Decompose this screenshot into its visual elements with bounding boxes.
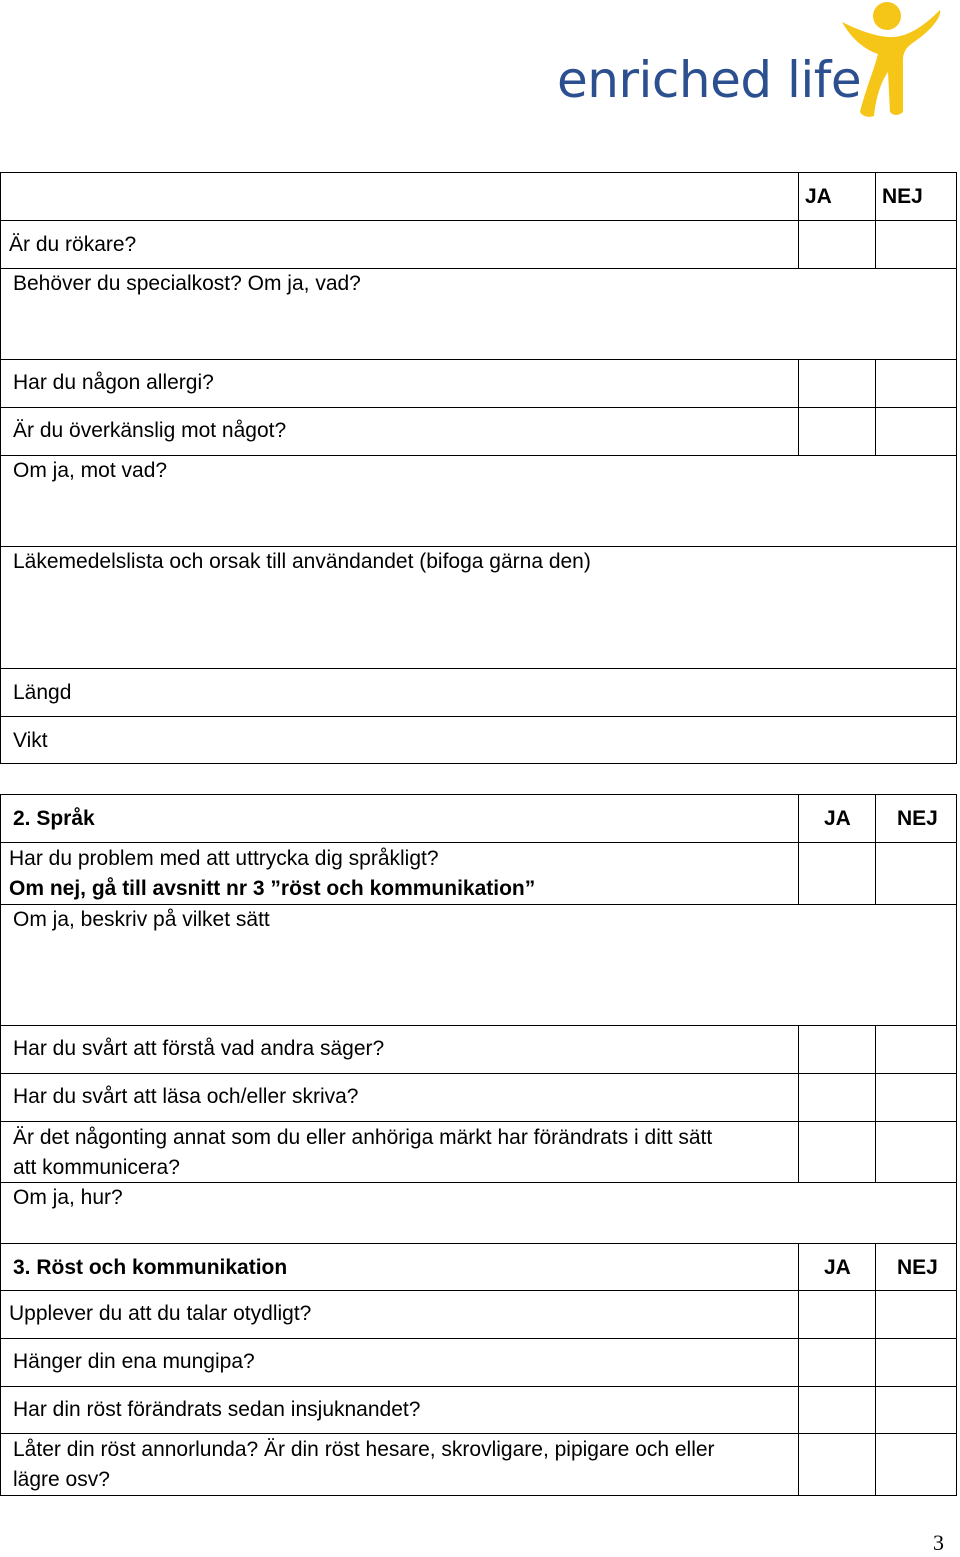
understand-no-box[interactable]: [875, 1026, 956, 1073]
if-yes-what-row: [1, 455, 956, 546]
hypersensitive-no-box[interactable]: [875, 408, 956, 455]
understand-row: [1, 1025, 956, 1073]
special-diet-row: [1, 268, 956, 359]
express-problem-yes-box[interactable]: [798, 843, 875, 904]
changed-communication-yes-box[interactable]: [798, 1122, 875, 1182]
mouth-corner-question: Hänger din ena mungipa?: [13, 1350, 255, 1373]
smoker-question: Är du rökare?: [9, 233, 137, 256]
hypersensitive-yes-box[interactable]: [798, 408, 875, 455]
no-header-cell: [875, 795, 956, 842]
mouth-corner-row: [1, 1338, 956, 1386]
yes-header: JA: [805, 185, 832, 208]
express-problem-question: Har du problem med att uttrycka dig språkligt?: [9, 847, 439, 870]
understand-yes-box[interactable]: [798, 1026, 875, 1073]
how-field[interactable]: [1, 1183, 956, 1243]
describe-row: [1, 904, 956, 1025]
voice-header-row: [1, 1243, 956, 1290]
voice-different-row: [1, 1433, 956, 1495]
height-row: [1, 668, 956, 716]
weight-field[interactable]: [1, 717, 956, 763]
yes-header: JA: [824, 807, 851, 830]
smoker-row: [1, 220, 956, 268]
height-label: Längd: [13, 681, 72, 704]
no-header-cell: [875, 173, 956, 220]
voice-different-question-line1: Låter din röst annorlunda? Är din röst hesare, skrovligare, pipigare och eller: [13, 1438, 715, 1461]
logo-text: enriched life: [557, 51, 862, 109]
understand-question: Har du svårt att förstå vad andra säger?: [13, 1037, 385, 1060]
unclear-speech-row: [1, 1290, 956, 1338]
unclear-speech-yes-box[interactable]: [798, 1291, 875, 1338]
voice-changed-row: [1, 1386, 956, 1433]
weight-label: Vikt: [13, 729, 48, 752]
voice-different-yes-box[interactable]: [798, 1434, 875, 1495]
medication-row: [1, 546, 956, 668]
describe-label: Om ja, beskriv på vilket sätt: [13, 908, 270, 931]
voice-changed-yes-box[interactable]: [798, 1387, 875, 1433]
weight-row: [1, 716, 956, 763]
hypersensitive-row: [1, 407, 956, 455]
express-problem-row: [1, 842, 956, 904]
read-write-no-box[interactable]: [875, 1074, 956, 1121]
describe-field[interactable]: [1, 905, 956, 1025]
section-title-voice: 3. Röst och kommunikation: [13, 1256, 288, 1279]
if-yes-what-field[interactable]: [1, 456, 956, 546]
smoker-no-box[interactable]: [875, 221, 956, 268]
skip-to-section-note: Om nej, gå till avsnitt nr 3 ”röst och kommunikation”: [9, 877, 536, 900]
no-header: NEJ: [897, 1256, 938, 1279]
changed-communication-row: [1, 1121, 956, 1182]
mouth-corner-yes-box[interactable]: [798, 1339, 875, 1386]
yes-header-cell: [798, 1244, 875, 1290]
allergy-question: Har du någon allergi?: [13, 371, 214, 394]
special-diet-question: Behöver du specialkost? Om ja, vad?: [13, 272, 361, 295]
how-row: [1, 1182, 956, 1243]
medication-list-field[interactable]: [1, 547, 956, 668]
allergy-row: [1, 359, 956, 407]
person-figure-icon: [840, 0, 950, 120]
smoker-yes-box[interactable]: [798, 221, 875, 268]
yes-header: JA: [824, 1256, 851, 1279]
changed-communication-question-line2: att kommunicera?: [13, 1156, 180, 1179]
unclear-speech-no-box[interactable]: [875, 1291, 956, 1338]
voice-different-no-box[interactable]: [875, 1434, 956, 1495]
read-write-yes-box[interactable]: [798, 1074, 875, 1121]
section-title-language: 2. Språk: [13, 807, 95, 830]
no-header: NEJ: [882, 185, 923, 208]
voice-changed-no-box[interactable]: [875, 1387, 956, 1433]
page-number: 3: [933, 1530, 944, 1555]
allergy-yes-box[interactable]: [798, 360, 875, 407]
how-label: Om ja, hur?: [13, 1186, 123, 1209]
table-header-row: [1, 173, 956, 220]
hypersensitive-question: Är du överkänslig mot något?: [13, 419, 287, 442]
medication-list-label: Läkemedelslista och orsak till användandet (bifoga gärna den): [13, 550, 591, 573]
no-header-cell: [875, 1244, 956, 1290]
voice-different-question-line2: lägre osv?: [13, 1468, 110, 1491]
yes-header-cell: [798, 173, 875, 220]
express-problem-no-box[interactable]: [875, 843, 956, 904]
voice-changed-question: Har din röst förändrats sedan insjuknandet?: [13, 1398, 421, 1421]
allergy-no-box[interactable]: [875, 360, 956, 407]
language-header-row: [1, 795, 956, 842]
changed-communication-no-box[interactable]: [875, 1122, 956, 1182]
read-write-row: [1, 1073, 956, 1121]
changed-communication-question-line1: Är det någonting annat som du eller anhöriga märkt har förändrats i ditt sätt: [13, 1126, 713, 1149]
if-yes-what-label: Om ja, mot vad?: [13, 459, 168, 482]
enriched-life-logo: [550, 0, 960, 125]
health-table: [0, 172, 957, 764]
height-field[interactable]: [1, 669, 956, 716]
language-table: [0, 794, 957, 1496]
mouth-corner-no-box[interactable]: [875, 1339, 956, 1386]
special-diet-field[interactable]: [1, 269, 956, 359]
unclear-speech-question: Upplever du att du talar otydligt?: [9, 1302, 312, 1325]
yes-header-cell: [798, 795, 875, 842]
read-write-question: Har du svårt att läsa och/eller skriva?: [13, 1085, 359, 1108]
no-header: NEJ: [897, 807, 938, 830]
